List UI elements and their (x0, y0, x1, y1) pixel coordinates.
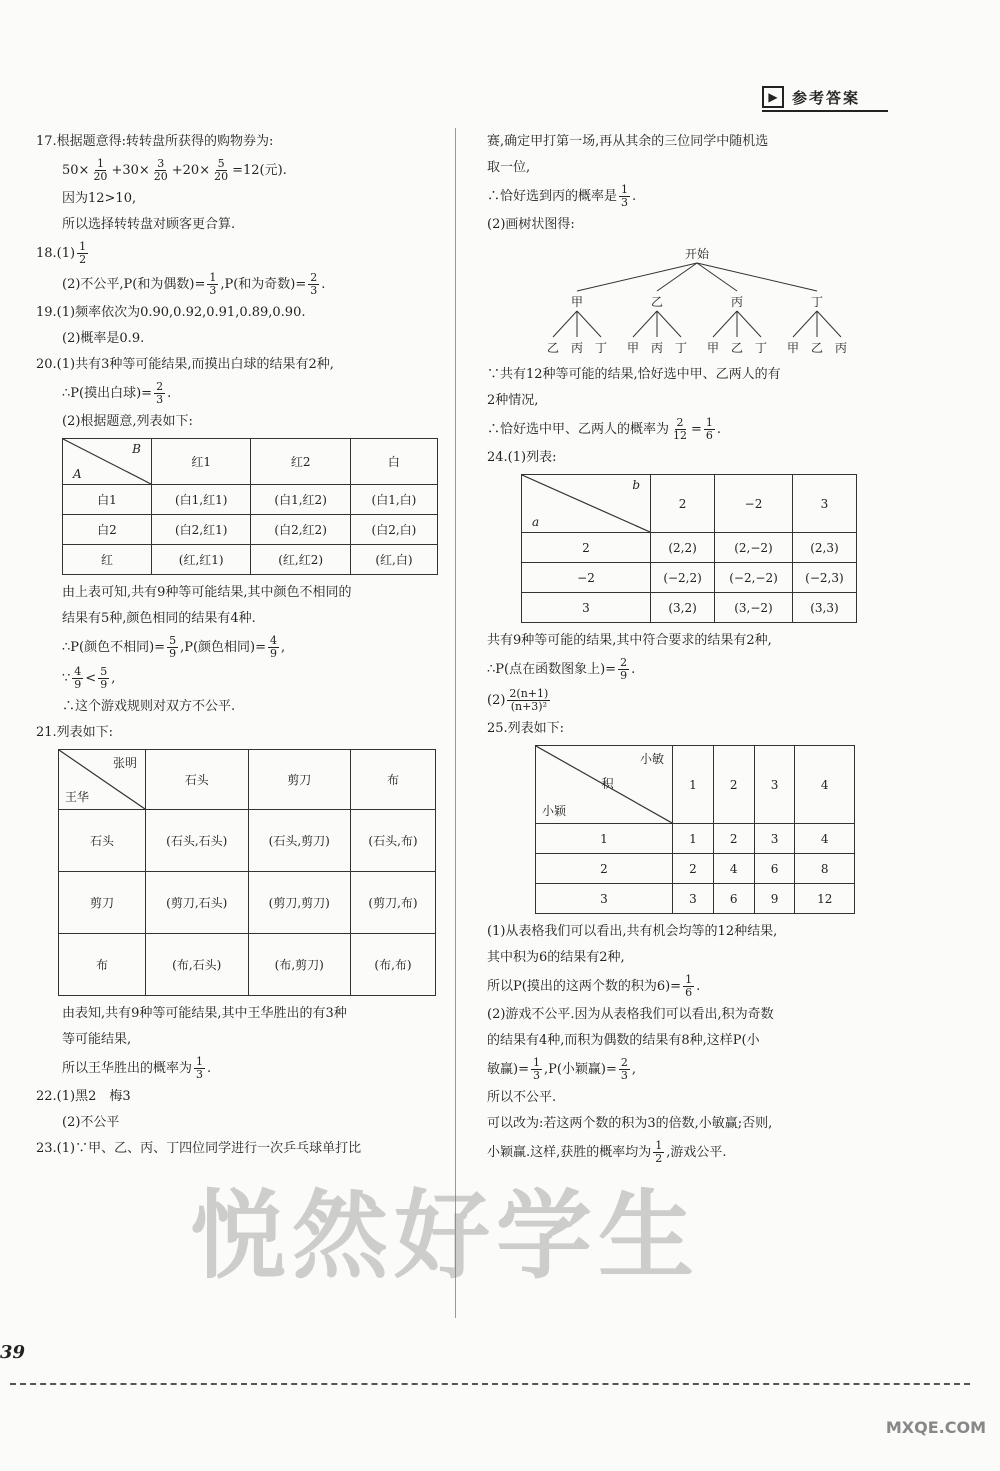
q23-line6: ∵共有12种等可能的结果,恰好选中甲、乙两人的有 (487, 367, 781, 382)
page-header (762, 86, 860, 108)
q22-line2: (2)不公平 (62, 1115, 120, 1130)
tree-leaf: 丁 (594, 341, 608, 355)
q25-line2: (1)从表格我们可以看出,共有机会均等的12种结果, (487, 924, 778, 939)
q24-line2: 共有9种等可能的结果,其中符合要求的结果有2种, (487, 633, 772, 648)
q20-line4: 由上表可知,共有9种等可能结果,其中颜色不相同的 (62, 585, 352, 600)
tree-leaf: 甲 (626, 341, 640, 355)
q23-line8: ∴恰好选中甲、乙两人的概率为 $\frac{2}{12}$ = $\frac{1}{6}$ . (487, 416, 722, 442)
header-rule (762, 110, 888, 112)
q24-line4: (2) $\frac{2(n+1)}{\text{(n+3)²}}$ (487, 687, 549, 713)
q25-table (535, 745, 855, 914)
brand-watermark: 悦然好学生 (190, 1180, 700, 1292)
tree-node: 丁 (810, 295, 824, 309)
q20-line6: ∴P(颜色不相同)= $\frac{5}{9}$ ,P(颜色相同)= $\frac{4}{9}$ , (62, 634, 286, 660)
table-row: 剪刀 (剪刀,石头) (剪刀,剪刀) (剪刀,布) (59, 872, 436, 934)
tree-leaf: 丙 (834, 341, 848, 355)
table-header: 2 (713, 746, 754, 824)
table-header: 红2 (251, 439, 350, 485)
tree-node: 丙 (730, 295, 744, 309)
q21-line3: 等可能结果, (62, 1032, 132, 1047)
q20-table-corner: B A (63, 439, 152, 485)
tree-root: 开始 (684, 247, 710, 261)
q21-table-corner: 张明 王华 (59, 750, 146, 810)
q21-line1: 21.列表如下: (36, 725, 114, 740)
q19-line1: 19.(1)频率依次为0.90,0.92,0.91,0.89,0.90. (36, 305, 306, 320)
table-header: 剪刀 (248, 750, 351, 810)
q23-line7: 2种情况, (487, 393, 539, 408)
tree-leaf: 丁 (754, 341, 768, 355)
q20-line7: ∵ $\frac{4}{9}$ < $\frac{5}{9}$ , (62, 665, 116, 691)
q23-line1: 23.(1)∵甲、乙、丙、丁四位同学进行一次乒乓球单打比 (36, 1141, 362, 1156)
table-row: 石头 (石头,石头) (石头,剪刀) (石头,布) (59, 810, 436, 872)
left-column (36, 126, 441, 1165)
table-row: 2 (2,2) (2,−2) (2,3) (522, 533, 857, 563)
table-row: 1 1 2 3 4 (536, 824, 855, 854)
tree-leaf: 乙 (810, 341, 824, 355)
q23-line4: ∴恰好选到丙的概率是 $\frac{1}{3}$ . (487, 183, 637, 209)
q17-line3: 因为12>10, (62, 191, 137, 206)
table-header: 3 (792, 475, 856, 533)
q21-line2: 由表知,共有9种等可能结果,其中王华胜出的有3种 (62, 1006, 347, 1021)
q25-line5: (2)游戏不公平.因为从表格我们可以看出,积为奇数 (487, 1007, 774, 1022)
q25-table-corner: 小敏 积 小颖 (536, 746, 673, 824)
q24-table-corner: b a (522, 475, 651, 533)
q24-line3: ∴P(点在函数图象上)= $\frac{2}{9}$ . (487, 656, 636, 682)
table-header: 1 (673, 746, 714, 824)
q25-line6: 的结果有4种,而积为偶数的结果有8种,这样P(小 (487, 1033, 760, 1048)
q17-line4: 所以选择转转盘对顾客更合算. (62, 217, 236, 232)
q20-line3: (2)根据题意,列表如下: (62, 414, 193, 429)
table-header: 4 (795, 746, 855, 824)
q17-equation: 50× $\frac{1}{20}$ +30× $\frac{3}{20}$ +20× $\frac{5}{20}$ =12(元). (62, 157, 287, 183)
play-box-icon: ▶ (762, 86, 784, 108)
q23-line2: 赛,确定甲打第一场,再从其余的三位同学中随机选 (487, 134, 769, 149)
table-header: 红1 (152, 439, 251, 485)
tree-leaf: 丁 (674, 341, 688, 355)
q20-line2: ∴P(摸出白球)= $\frac{2}{3}$ . (62, 380, 172, 406)
q20-line5: 结果有5种,颜色相同的结果有4种. (62, 611, 256, 626)
table-header: 石头 (146, 750, 249, 810)
table-header: 3 (754, 746, 795, 824)
table-row: 红 (红,红1) (红,红2) (红,白) (63, 545, 438, 575)
q21-line4: 所以王华胜出的概率为 $\frac{1}{3}$ . (62, 1055, 212, 1081)
table-header: 2 (651, 475, 715, 533)
tree-leaf: 甲 (706, 341, 720, 355)
tree-leaf: 丙 (650, 341, 664, 355)
right-column (487, 126, 889, 1171)
page-number: 39 (0, 1342, 26, 1363)
header-title: 参考答案 (792, 88, 861, 107)
q25-line10: 小颖赢.这样,获胜的概率均为 $\frac{1}{2}$ ,游戏公平. (487, 1139, 727, 1165)
tree-node: 乙 (650, 295, 664, 309)
table-header: 布 (351, 750, 436, 810)
q24-table (521, 474, 857, 623)
site-watermark: MXQE.COM (885, 1418, 986, 1437)
q20-line1: 20.(1)共有3种等可能结果,而摸出白球的结果有2种, (36, 357, 334, 372)
q25-line3: 其中积为6的结果有2种, (487, 950, 625, 965)
table-row: 3 3 6 9 12 (536, 884, 855, 914)
q22-line1: 22.(1)黑2 梅3 (36, 1089, 131, 1104)
q24-line1: 24.(1)列表: (487, 450, 557, 465)
q25-line1: 25.列表如下: (487, 721, 565, 736)
q18-part1: 18.(1) $\frac{1}{2}$ (36, 240, 87, 266)
q21-table (58, 749, 436, 996)
tree-node: 甲 (570, 295, 584, 309)
table-row: 布 (布,石头) (布,剪刀) (布,布) (59, 934, 436, 996)
table-header: −2 (715, 475, 793, 533)
q25-line7: 敏赢)= $\frac{1}{3}$ ,P(小颖赢)= $\frac{2}{3}$ , (487, 1056, 637, 1082)
tree-leaf: 乙 (730, 341, 744, 355)
q25-line9: 可以改为:若这两个数的积为3的倍数,小敏赢;否则, (487, 1116, 773, 1131)
bottom-rule (10, 1383, 970, 1385)
q20-line8: ∴这个游戏规则对双方不公平. (62, 699, 236, 714)
q25-line4: 所以P(摸出的这两个数的积为6)= $\frac{1}{6}$ . (487, 973, 701, 999)
q25-line8: 所以不公平. (487, 1090, 557, 1105)
q17-line1: 17.根据题意得:转转盘所获得的购物券为: (36, 134, 274, 149)
tree-leaf: 乙 (546, 341, 560, 355)
q19-line2: (2)概率是0.9. (62, 331, 145, 346)
q23-line3: 取一位, (487, 160, 531, 175)
table-row: 白1 (白1,红1) (白1,红2) (白1,白) (63, 485, 438, 515)
q20-table (62, 438, 438, 575)
tree-leaf: 甲 (786, 341, 800, 355)
table-row: 白2 (白2,红1) (白2,红2) (白2,白) (63, 515, 438, 545)
table-row: 3 (3,2) (3,−2) (3,3) (522, 593, 857, 623)
column-divider (455, 128, 456, 1318)
table-header: 白 (350, 439, 437, 485)
tree-diagram (547, 241, 847, 359)
table-row: −2 (−2,2) (−2,−2) (−2,3) (522, 563, 857, 593)
tree-leaf: 丙 (570, 341, 584, 355)
q23-line5: (2)画树状图得: (487, 217, 575, 232)
q18-part2: (2)不公平,P(和为偶数)= $\frac{1}{3}$ ,P(和为奇数)= $\frac{2}{3}$ . (62, 271, 326, 297)
table-row: 2 2 4 6 8 (536, 854, 855, 884)
